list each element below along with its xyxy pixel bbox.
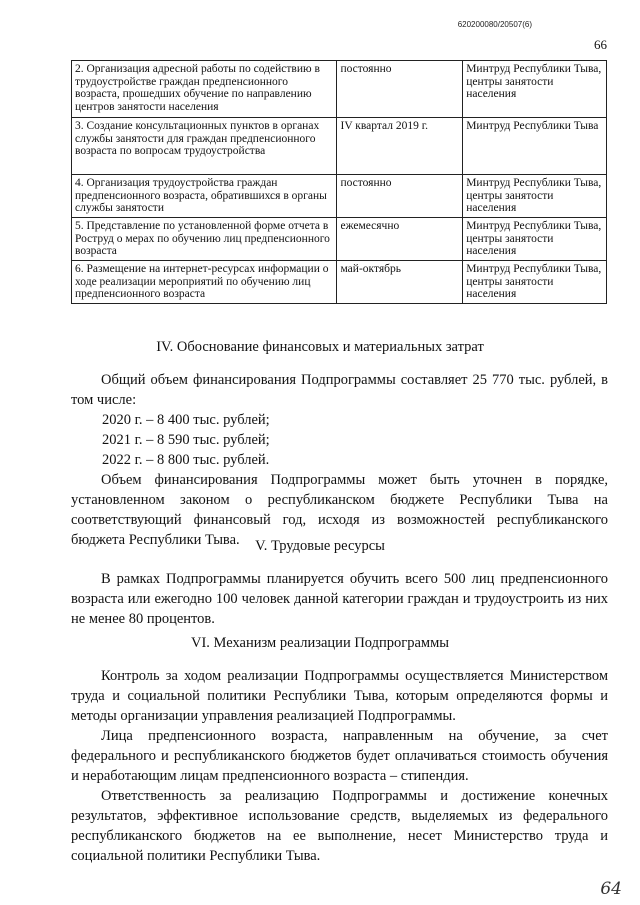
table-cell-executor: Минтруд Республики Тыва, центры занятости населения [463,61,607,118]
table-row [72,61,607,118]
financing-total-paragraph: Общий объем финансирования Подпрограммы составляет 25 770 тыс. рублей, в том числе: [71,372,608,408]
table-cell-action: 2. Организация адресной работы по содействию в трудоустройстве граждан предпенсионного возраста, прошедших обучение по направлению центров занятости населения [72,61,337,118]
section-5-body [71,569,608,629]
page-number: 66 [594,37,607,52]
table-cell-executor: Минтруд Республики Тыва, центры занятости населения [463,218,607,261]
table-row [72,261,607,304]
section-5-heading: V. Трудовые ресурсы [255,538,385,554]
responsibility-paragraph: Ответственность за реализацию Подпрограммы и достижение конечных результатов, эффективное использование средств, выделяемых из федерального республиканского бюджетов на ее выполнение, несет Министерство труда и социальной политики Республики Тыва. [71,788,608,864]
table-row [72,218,607,261]
document-code: 620200080/20507(6) [457,20,532,29]
section-4-body [71,370,608,550]
table-cell-term: май-октябрь [337,261,463,304]
financing-note-paragraph: Объем финансирования Подпрограммы может быть уточнен в порядке, установленном законом о республиканском бюджете Республики Тыва на соответствующий финансовый год, исходя из возможностей республиканского бюджета Республики Тыва. [71,472,608,548]
financing-2021: 2021 г. – 8 590 тыс. рублей; [102,432,270,448]
table-cell-action: 6. Размещение на интернет-ресурсах информации о ходе реализации мероприятий по обучению лиц предпенсионного возраста [72,261,337,304]
section-4-heading: IV. Обоснование финансовых и материальных затрат [156,339,484,355]
table-row [72,118,607,175]
measures-table [71,60,607,304]
financing-2020: 2020 г. – 8 400 тыс. рублей; [102,412,270,428]
control-paragraph: Контроль за ходом реализации Подпрограммы осуществляется Министерством труда и социальной политики Республики Тыва, которым определяются формы и методы организации управления реализацией Подпрограммы. [71,668,608,724]
section-6-body [71,666,608,866]
handwritten-page-number: 64 [600,879,622,899]
table-cell-term: IV квартал 2019 г. [337,118,463,175]
section-6-heading: VI. Механизм реализации Подпрограммы [191,635,449,651]
table-cell-action: 3. Создание консультационных пунктов в органах службы занятости для граждан предпенсионного возраста по вопросам трудоустройства [72,118,337,175]
table-cell-executor: Минтруд Республики Тыва, центры занятости населения [463,175,607,218]
table-cell-term: постоянно [337,175,463,218]
labor-resources-paragraph: В рамках Подпрограммы планируется обучить всего 500 лиц предпенсионного возраста или ежегодно 100 человек данной категории граждан и трудоустроить из них не менее 80 процентов. [71,571,608,627]
table-cell-term: постоянно [337,61,463,118]
table-cell-action: 5. Представление по установленной форме отчета в Роструд о мерах по обучению лиц предпенсионного возраста [72,218,337,261]
table-row [72,175,607,218]
table-cell-executor: Минтруд Республики Тыва [463,118,607,175]
financing-2022: 2022 г. – 8 800 тыс. рублей. [102,452,270,468]
training-payment-paragraph: Лица предпенсионного возраста, направленным на обучение, за счет федерального и республиканского бюджетов будет оплачиваться стоимость обучения и неработающим лицам предпенсионного возраста – стипендия. [71,728,608,784]
table-cell-executor: Минтруд Республики Тыва, центры занятости населения [463,261,607,304]
table-cell-action: 4. Организация трудоустройства граждан предпенсионного возраста, обратившихся в органы службы занятости [72,175,337,218]
table-cell-term: ежемесячно [337,218,463,261]
